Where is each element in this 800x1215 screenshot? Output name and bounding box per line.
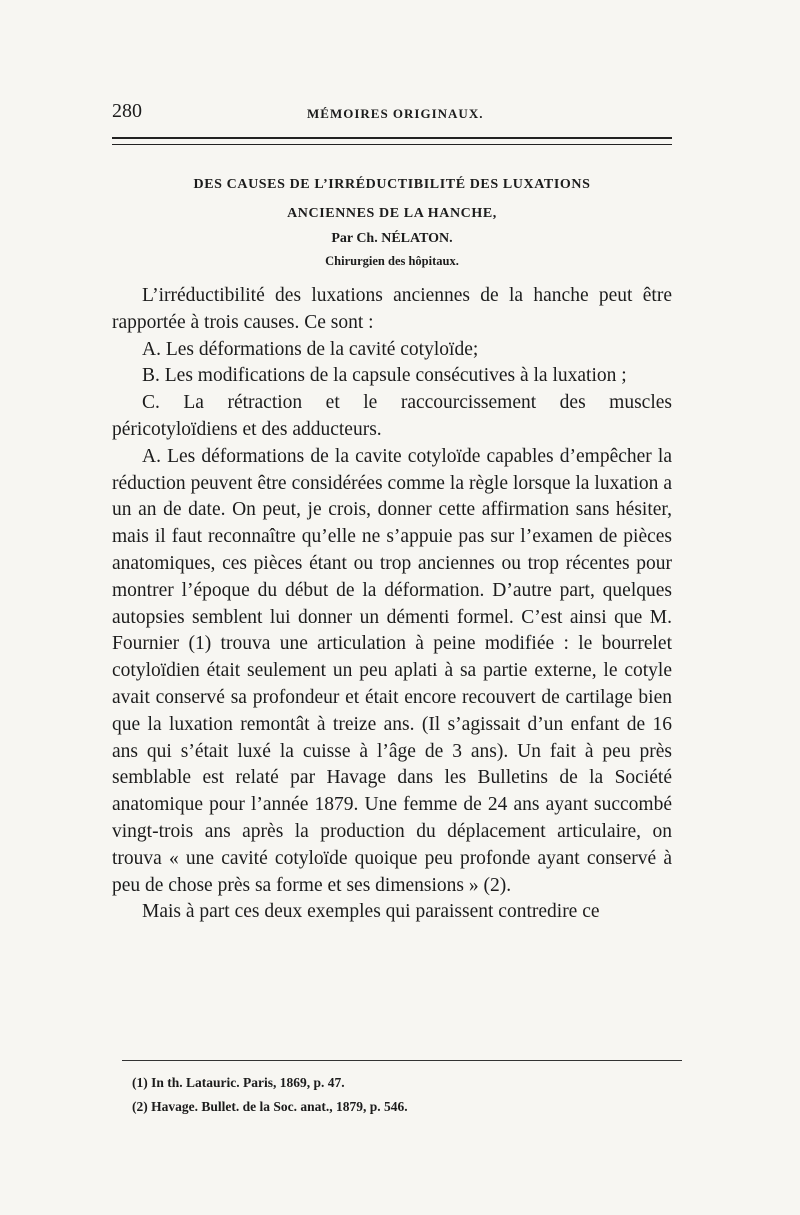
page-number: 280 — [112, 100, 142, 122]
footnote-1: (1) In th. Latauric. Paris, 1869, p. 47. — [132, 1075, 345, 1090]
list-item-c: C. La rétraction et le raccourcissement des muscles péricotyloïdiens et des adducteurs. — [112, 392, 672, 440]
article-title-line-1: DES CAUSES DE L’IRRÉDUCTIBILITÉ DES LUXATIONS — [193, 177, 591, 192]
header-rule — [112, 137, 672, 145]
footnote-2: (2) Havage. Bullet. de la Soc. anat., 1879, p. 546. — [132, 1099, 408, 1114]
footnotes — [132, 1071, 672, 1119]
running-head: MÉMOIRES ORIGINAUX. — [307, 106, 484, 121]
article-title-line-2: ANCIENNES DE LA HANCHE, — [287, 206, 497, 221]
page-header — [112, 100, 672, 130]
article-title-block — [112, 170, 672, 272]
list-item-b: B. Les modifications de la capsule consécutives à la luxation ; — [142, 365, 627, 387]
list-item-a: A. Les déformations de la cavité cotyloïde; — [142, 338, 479, 360]
paragraph-intro: L’irréductibilité des luxations anciennes de la hanche peut être rapportée à trois causes. Ce sont : — [112, 285, 672, 333]
body-text — [112, 283, 672, 926]
paragraph-continuation: Mais à part ces deux exemples qui paraissent contredire ce — [142, 901, 600, 923]
author-byline: Par Ch. NÉLATON. — [331, 231, 453, 246]
paragraph-section-a: A. Les déformations de la cavite cotyloïde capables d’empêcher la réduction peuvent être considérées comme la règle lorsque la luxation a un an de date. On peut, je crois, donner cette affirmation sans hésiter, mais il faut reconnaître qu’elle ne s’appuie pas sur l’examen de pièces anatomiques, ces pièces étant ou trop anciennes ou trop récentes pour montrer l’époque du début de la déformation. D’autre part, quelques autopsies semblent lui donner un démenti formel. C’est ainsi que M. Fournier (1) trouva une articulation à peine modifiée : le bourrelet cotyloïdien était seulement un peu aplati à sa partie externe, le cotyle avait conservé sa profondeur et était encore recouvert de cartilage bien que la luxation remontât à treize ans. (Il s’agissait d’un enfant de 16 ans qui s’était luxé la cuisse à l’âge de 3 ans). Un fait à peu près semblable est relaté par Havage dans les Bulletins de la Société anatomique pour l’année 1879. Une femme de 24 ans ayant succombé vingt-trois ans après la production du déplacement articulaire, on trouva « une cavité cotyloïde quoique peu profonde ayant conservé à peu de chose près sa forme et ses dimensions » (2). — [112, 445, 672, 896]
footnote-rule — [122, 1060, 682, 1061]
author-affiliation: Chirurgien des hôpitaux. — [325, 254, 459, 268]
